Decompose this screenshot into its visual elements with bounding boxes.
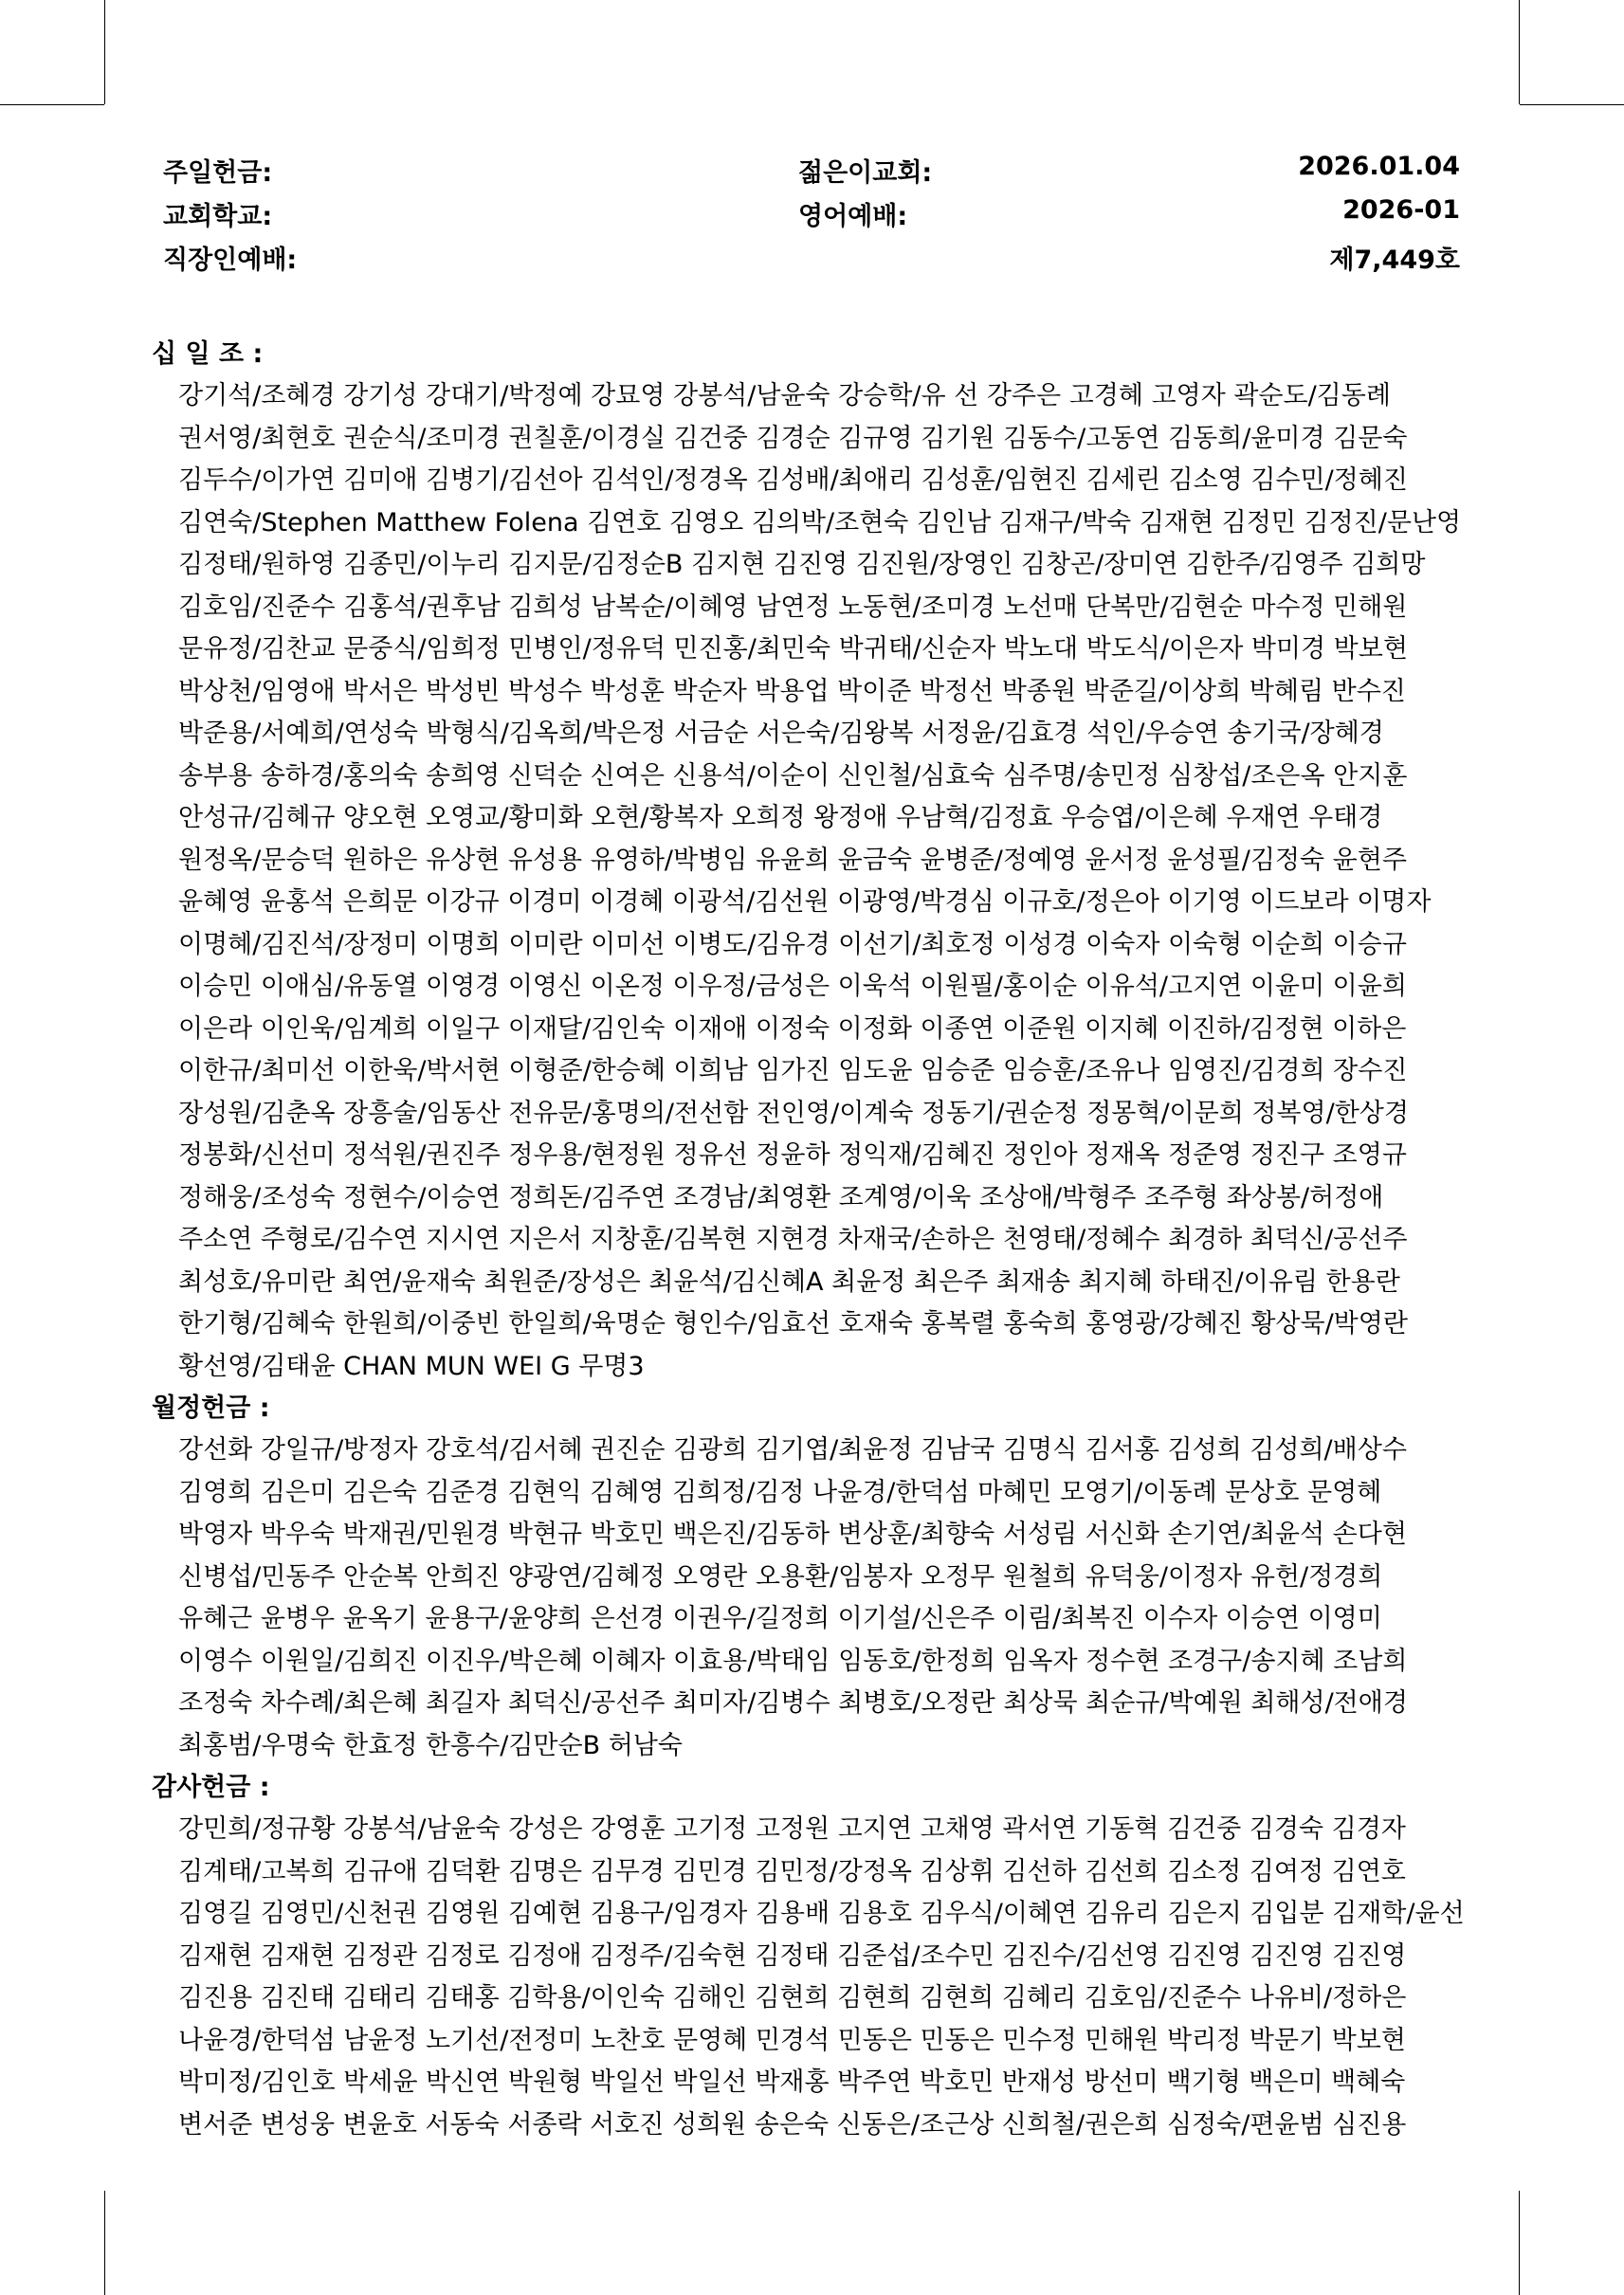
bulletin-date: 2026.01.04 [1298, 152, 1460, 181]
monthly-heading: 월정헌금 : [152, 1393, 270, 1423]
week-number: 2026-01 [1342, 195, 1460, 225]
sunday-offering-label: 주일헌금: [163, 158, 273, 188]
monthly-section [152, 1388, 1474, 1767]
header-row [163, 239, 1460, 282]
crop-mark [1519, 2191, 1520, 2295]
crop-mark [104, 2191, 105, 2295]
young-adult-church-label: 젊은이교회: [798, 158, 933, 188]
monthly-names: 강선화 강일규/방정자 강호석/김서혜 권진순 김광희 김기엽/최윤정 김남국 김명식 김서홍 김성희 김성희/배상수 김영희 김은미 김은숙 김준경 김현익 김혜영 김희정/김정 나윤경/한덕섬 마혜민 모영기/이동례 문상호 문영혜 박영자 박우숙 박재권/민원경 박현규 박호민 백은진/김동하 변상훈/최향숙 서성림 서신화 손기연/최윤석 손다현 신병섭/민동주 안순복 안희진 양광연/김혜정 오영란 오용환/임봉자 오정무 원철희 유덕웅/이정자 유헌/정경희 유혜근 윤병우 윤옥기 윤용구/윤양희 은선경 이권우/길정희 이기설/신은주 이림/최복진 이수자 이승연 이영미 이영수 이원일/김희진 이진우/박은혜 이혜자 이효용/박태임 임동호/한정희 임옥자 정수현 조경구/송지혜 조남희 조정숙 차수례/최은혜 최길자 최덕신/공선주 최미자/김병수 최병호/오정란 최상묵 최순규/박예원 최해성/전애경 최홍범/우명숙 한효정 한흥수/김만순B 허남숙 [178, 1435, 1408, 1760]
thanks-heading: 감사헌금 : [152, 1773, 270, 1802]
tithe-heading: 십 일 조 : [152, 339, 264, 369]
tithe-names: 강기석/조혜경 강기성 강대기/박정예 강묘영 강봉석/남윤숙 강승학/유 선 강주은 고경혜 고영자 곽순도/김동례 권서영/최현호 권순식/조미경 권칠훈/이경실 김건중 김경순 김규영 김기원 김동수/고동연 김동희/윤미경 김문숙 김두수/이가연 김미애 김병기/김선아 김석인/정경옥 김성배/최애리 김성훈/임현진 김세린 김소영 김수민/정혜진 김연숙/Stephen Matthew Folena 김연호 김영오 김의박/조현숙 김인남 김재구/박숙 김재현 김정민 김정진/문난영 김정태/원하영 김종민/이누리 김지문/김정순B 김지현 김진영 김진원/장영인 김창곤/장미연 김한주/김영주 김희망 김호임/진준수 김홍석/권후남 김희성 남복순/이혜영 남연정 노동현/조미경 노선매 단복만/김현순 마수정 민해원 문유정/김찬교 문중식/임희정 민병인/정유덕 민진홍/최민숙 박귀태/신순자 박노대 박도식/이은자 박미경 박보현 박상천/임영애 박서은 박성빈 박성수 박성훈 박순자 박용업 박이준 박정선 박종원 박준길/이상희 박혜림 반수진 박준용/서예희/연성숙 박형식/김옥희/박은정 서금순 서은숙/김왕복 서정윤/김효경 석인/우승연 송기국/장혜경 송부용 송하경/홍의숙 송희영 신덕순 신여은 신용석/이순이 신인철/심효숙 심주명/송민정 심창섭/조은옥 안지훈 안성규/김혜규 양오현 오영교/황미화 오현/황복자 오희정 왕정애 우남혁/김정효 우승엽/이은혜 우재연 우태경 원정옥/문승덕 원하은 유상현 유성용 유영하/박병임 유윤희 윤금숙 윤병준/정예영 윤서정 윤성필/김정숙 윤현주 윤혜영 윤홍석 은희문 이강규 이경미 이경혜 이광석/김선원 이광영/박경심 이규호/정은아 이기영 이드보라 이명자 이명혜/김진석/장정미 이명희 이미란 이미선 이병도/김유경 이선기/최호정 이성경 이숙자 이숙형 이순희 이승규 이승민 이애심/유동열 이영경 이영신 이온정 이우정/금성은 이욱석 이원필/홍이순 이유석/고지연 이윤미 이윤희 이은라 이인욱/임계희 이일구 이재달/김인숙 이재애 이정숙 이정화 이종연 이준원 이지혜 이진하/김정현 이하은 이한규/최미선 이한욱/박서현 이형준/한승혜 이희남 임가진 임도윤 임승준 임승훈/조유나 임영진/김경희 장수진 장성원/김춘옥 장흥술/임동산 전유문/홍명의/전선함 전인영/이계숙 정동기/권순정 정몽혁/이문희 정복영/한상경 정봉화/신선미 정석원/권진주 정우용/현정원 정유선 정윤하 정익재/김혜진 정인아 정재옥 정준영 정진구 조영규 정해웅/조성숙 정현수/이승연 정희돈/김주연 조경남/최영환 조계영/이욱 조상애/박형주 조주형 좌상봉/허정애 주소연 주형로/김수연 지시연 지은서 지창훈/김복현 지현경 차재국/손하은 천영태/정혜수 최경하 최덕신/공선주 최성호/유미란 최연/윤재숙 최원준/장성은 최윤석/김신혜A 최윤정 최은주 최재송 최지혜 하태진/이유림 한용란 한기형/김혜숙 한원희/이중빈 한일희/육명순 형인수/임효선 호재숙 홍복렬 홍숙희 홍영광/강혜진 황상묵/박영란 황선영/김태윤 CHAN MUN WEI G 무명3 [178, 381, 1462, 1381]
church-school-label: 교회학교: [163, 202, 273, 231]
english-service-label: 영어예배: [798, 202, 908, 231]
crop-mark [1520, 104, 1624, 105]
thanks-section [152, 1767, 1474, 2146]
crop-mark [1519, 0, 1520, 104]
thanks-names: 강민희/정규황 강봉석/남윤숙 강성은 강영훈 고기정 고정원 고지연 고채영 곽서연 기동혁 김건중 김경숙 김경자 김계태/고복희 김규애 김덕환 김명은 김무경 김민경 김민정/강정옥 김상휘 김선하 김선희 김소정 김여정 김연호 김영길 김영민/신천권 김영원 김예현 김용구/임경자 김용배 김용호 김우식/이혜연 김유리 김은지 김입분 김재학/윤선 김재현 김재현 김정관 김정로 김정애 김정주/김숙현 김정태 김준섭/조수민 김진수/김선영 김진영 김진영 김진영 김진용 김진태 김태리 김태홍 김학용/이인숙 김해인 김현희 김현희 김현희 김혜리 김호임/진준수 나유비/정하은 나윤경/한덕섬 남윤정 노기선/전정미 노찬호 문영혜 민경석 민동은 민동은 민수정 민해원 박리정 박문기 박보현 박미정/김인호 박세윤 박신연 박원형 박일선 박일선 박재홍 박주연 박호민 반재성 방선미 백기형 백은미 백혜숙 변서준 변성웅 변윤호 서동숙 서종락 서호진 성희원 송은숙 신동은/조근상 신희철/권은희 심정숙/편윤범 심진용 [178, 1814, 1465, 2140]
header-row [163, 195, 1460, 239]
offering-lists [152, 334, 1474, 2146]
workers-service-label: 직장인예배: [163, 246, 298, 275]
issue-number: 제7,449호 [1329, 246, 1460, 275]
crop-mark [0, 104, 104, 105]
offering-header [163, 152, 1460, 282]
tithe-section [152, 334, 1474, 1388]
header-row [163, 152, 1460, 195]
crop-mark [104, 0, 105, 104]
